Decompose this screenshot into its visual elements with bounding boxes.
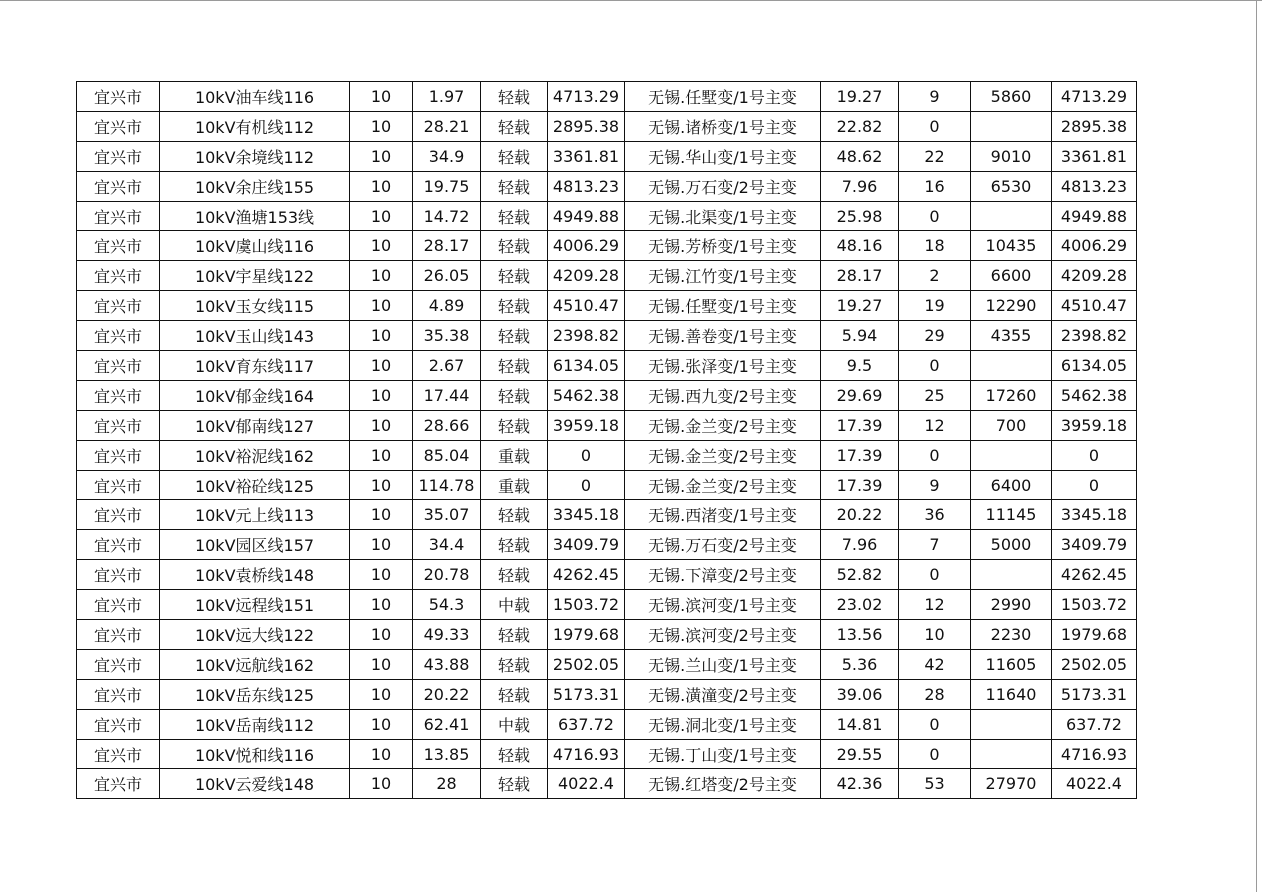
cell-substation-load: 29.55 (821, 739, 899, 769)
cell-capacity-margin: 1979.68 (548, 620, 625, 650)
table-row (77, 709, 1137, 739)
cell-substation-load: 5.94 (821, 321, 899, 351)
cell-load-rate: 14.72 (413, 201, 481, 231)
cell-available: 3409.79 (1052, 530, 1137, 560)
cell-substation: 无锡.滨河变/2号主变 (625, 620, 821, 650)
cell-load-status: 轻载 (481, 500, 548, 530)
cell-substation: 无锡.万石变/2号主变 (625, 530, 821, 560)
cell-available: 4209.28 (1052, 261, 1137, 291)
table-row (77, 500, 1137, 530)
table-row (77, 321, 1137, 351)
cell-load-status: 轻载 (481, 649, 548, 679)
cell-count: 0 (899, 560, 971, 590)
table-row (77, 82, 1137, 112)
cell-available: 637.72 (1052, 709, 1137, 739)
cell-capacity-margin: 3409.79 (548, 530, 625, 560)
cell-available: 4006.29 (1052, 231, 1137, 261)
cell-load-rate: 28 (413, 769, 481, 799)
cell-substation-load: 5.36 (821, 649, 899, 679)
cell-voltage: 10 (350, 111, 413, 141)
cell-substation: 无锡.红塔变/2号主变 (625, 769, 821, 799)
cell-load-status: 轻载 (481, 141, 548, 171)
cell-city: 宜兴市 (77, 380, 160, 410)
cell-available: 2895.38 (1052, 111, 1137, 141)
cell-capacity-margin: 4209.28 (548, 261, 625, 291)
cell-line-name: 10kV悦和线116 (160, 739, 350, 769)
cell-capacity (971, 440, 1052, 470)
cell-substation-load: 23.02 (821, 590, 899, 620)
table-row (77, 141, 1137, 171)
cell-voltage: 10 (350, 141, 413, 171)
cell-line-name: 10kV远航线162 (160, 649, 350, 679)
cell-line-name: 10kV元上线113 (160, 500, 350, 530)
cell-voltage: 10 (350, 500, 413, 530)
cell-load-status: 轻载 (481, 111, 548, 141)
cell-load-status: 轻载 (481, 769, 548, 799)
cell-voltage: 10 (350, 739, 413, 769)
cell-available: 4262.45 (1052, 560, 1137, 590)
cell-capacity: 11605 (971, 649, 1052, 679)
cell-line-name: 10kV裕砼线125 (160, 470, 350, 500)
cell-load-status: 重载 (481, 470, 548, 500)
cell-city: 宜兴市 (77, 560, 160, 590)
cell-line-name: 10kV余庄线155 (160, 171, 350, 201)
cell-capacity-margin: 3345.18 (548, 500, 625, 530)
table-body (77, 82, 1137, 799)
cell-available: 1979.68 (1052, 620, 1137, 650)
cell-substation-load: 7.96 (821, 171, 899, 201)
cell-count: 16 (899, 171, 971, 201)
cell-load-status: 轻载 (481, 261, 548, 291)
cell-city: 宜兴市 (77, 739, 160, 769)
cell-load-rate: 19.75 (413, 171, 481, 201)
cell-substation: 无锡.善卷变/1号主变 (625, 321, 821, 351)
cell-capacity (971, 201, 1052, 231)
cell-load-rate: 1.97 (413, 82, 481, 112)
cell-load-rate: 20.22 (413, 679, 481, 709)
cell-city: 宜兴市 (77, 769, 160, 799)
cell-capacity: 9010 (971, 141, 1052, 171)
cell-line-name: 10kV油车线116 (160, 82, 350, 112)
cell-city: 宜兴市 (77, 590, 160, 620)
cell-line-name: 10kV远程线151 (160, 590, 350, 620)
cell-line-name: 10kV玉女线115 (160, 291, 350, 321)
cell-voltage: 10 (350, 231, 413, 261)
cell-city: 宜兴市 (77, 201, 160, 231)
cell-substation: 无锡.江竹变/1号主变 (625, 261, 821, 291)
cell-capacity-margin: 0 (548, 470, 625, 500)
cell-load-rate: 17.44 (413, 380, 481, 410)
cell-capacity: 5000 (971, 530, 1052, 560)
cell-line-name: 10kV渔塘153线 (160, 201, 350, 231)
cell-substation: 无锡.洞北变/1号主变 (625, 709, 821, 739)
cell-capacity-margin: 4713.29 (548, 82, 625, 112)
cell-city: 宜兴市 (77, 231, 160, 261)
cell-voltage: 10 (350, 620, 413, 650)
cell-available: 3959.18 (1052, 410, 1137, 440)
cell-voltage: 10 (350, 470, 413, 500)
data-table (76, 81, 1137, 799)
cell-load-status: 轻载 (481, 410, 548, 440)
page-border-top (0, 0, 1262, 1)
cell-substation-load: 9.5 (821, 351, 899, 381)
cell-line-name: 10kV岳东线125 (160, 679, 350, 709)
cell-city: 宜兴市 (77, 709, 160, 739)
cell-city: 宜兴市 (77, 261, 160, 291)
cell-count: 28 (899, 679, 971, 709)
cell-count: 9 (899, 470, 971, 500)
cell-load-rate: 35.07 (413, 500, 481, 530)
cell-count: 18 (899, 231, 971, 261)
cell-substation: 无锡.诸桥变/1号主变 (625, 111, 821, 141)
cell-available: 4713.29 (1052, 82, 1137, 112)
cell-capacity: 10435 (971, 231, 1052, 261)
cell-line-name: 10kV宇星线122 (160, 261, 350, 291)
cell-voltage: 10 (350, 709, 413, 739)
cell-load-rate: 13.85 (413, 739, 481, 769)
cell-city: 宜兴市 (77, 82, 160, 112)
cell-count: 0 (899, 351, 971, 381)
cell-city: 宜兴市 (77, 111, 160, 141)
cell-count: 0 (899, 201, 971, 231)
cell-substation: 无锡.滨河变/1号主变 (625, 590, 821, 620)
cell-count: 36 (899, 500, 971, 530)
table-row (77, 620, 1137, 650)
table-row (77, 649, 1137, 679)
cell-available: 5462.38 (1052, 380, 1137, 410)
cell-count: 42 (899, 649, 971, 679)
cell-line-name: 10kV云爱线148 (160, 769, 350, 799)
cell-substation-load: 52.82 (821, 560, 899, 590)
cell-substation-load: 13.56 (821, 620, 899, 650)
cell-voltage: 10 (350, 679, 413, 709)
cell-available: 4716.93 (1052, 739, 1137, 769)
cell-count: 29 (899, 321, 971, 351)
cell-load-status: 轻载 (481, 380, 548, 410)
cell-load-status: 轻载 (481, 620, 548, 650)
cell-load-rate: 35.38 (413, 321, 481, 351)
cell-substation: 无锡.任墅变/1号主变 (625, 82, 821, 112)
cell-substation: 无锡.金兰变/2号主变 (625, 410, 821, 440)
cell-city: 宜兴市 (77, 291, 160, 321)
cell-substation-load: 39.06 (821, 679, 899, 709)
cell-voltage: 10 (350, 590, 413, 620)
cell-capacity-margin: 1503.72 (548, 590, 625, 620)
table-row (77, 380, 1137, 410)
cell-substation: 无锡.兰山变/1号主变 (625, 649, 821, 679)
cell-city: 宜兴市 (77, 321, 160, 351)
cell-available: 3345.18 (1052, 500, 1137, 530)
cell-capacity-margin: 3361.81 (548, 141, 625, 171)
cell-capacity (971, 739, 1052, 769)
cell-capacity-margin: 2398.82 (548, 321, 625, 351)
cell-capacity (971, 351, 1052, 381)
cell-load-rate: 34.9 (413, 141, 481, 171)
cell-available: 1503.72 (1052, 590, 1137, 620)
cell-capacity-margin: 637.72 (548, 709, 625, 739)
cell-line-name: 10kV裕泥线162 (160, 440, 350, 470)
cell-line-name: 10kV远大线122 (160, 620, 350, 650)
cell-available: 3361.81 (1052, 141, 1137, 171)
cell-city: 宜兴市 (77, 649, 160, 679)
cell-load-status: 轻载 (481, 171, 548, 201)
cell-count: 7 (899, 530, 971, 560)
cell-count: 0 (899, 709, 971, 739)
cell-capacity-margin: 4510.47 (548, 291, 625, 321)
cell-voltage: 10 (350, 380, 413, 410)
cell-substation: 无锡.西九变/2号主变 (625, 380, 821, 410)
cell-load-rate: 28.17 (413, 231, 481, 261)
cell-load-status: 轻载 (481, 201, 548, 231)
cell-load-status: 重载 (481, 440, 548, 470)
cell-load-status: 中载 (481, 709, 548, 739)
cell-city: 宜兴市 (77, 440, 160, 470)
cell-substation-load: 17.39 (821, 440, 899, 470)
cell-substation-load: 17.39 (821, 410, 899, 440)
cell-capacity: 27970 (971, 769, 1052, 799)
cell-line-name: 10kV有机线112 (160, 111, 350, 141)
page-border-right (1256, 0, 1257, 892)
cell-substation: 无锡.潢潼变/2号主变 (625, 679, 821, 709)
cell-capacity-margin: 4262.45 (548, 560, 625, 590)
cell-city: 宜兴市 (77, 620, 160, 650)
cell-capacity: 6600 (971, 261, 1052, 291)
cell-substation: 无锡.金兰变/2号主变 (625, 440, 821, 470)
cell-voltage: 10 (350, 201, 413, 231)
cell-capacity: 6530 (971, 171, 1052, 201)
cell-voltage: 10 (350, 560, 413, 590)
cell-load-rate: 2.67 (413, 351, 481, 381)
cell-city: 宜兴市 (77, 410, 160, 440)
cell-capacity-margin: 3959.18 (548, 410, 625, 440)
cell-capacity-margin: 5173.31 (548, 679, 625, 709)
cell-count: 25 (899, 380, 971, 410)
cell-line-name: 10kV玉山线143 (160, 321, 350, 351)
cell-capacity: 6400 (971, 470, 1052, 500)
cell-capacity-margin: 4006.29 (548, 231, 625, 261)
cell-available: 5173.31 (1052, 679, 1137, 709)
cell-capacity-margin: 0 (548, 440, 625, 470)
cell-substation: 无锡.丁山变/1号主变 (625, 739, 821, 769)
cell-substation: 无锡.下漳变/2号主变 (625, 560, 821, 590)
cell-substation-load: 28.17 (821, 261, 899, 291)
cell-load-rate: 43.88 (413, 649, 481, 679)
cell-voltage: 10 (350, 351, 413, 381)
cell-capacity (971, 111, 1052, 141)
cell-city: 宜兴市 (77, 141, 160, 171)
table-row (77, 351, 1137, 381)
cell-substation-load: 20.22 (821, 500, 899, 530)
cell-voltage: 10 (350, 440, 413, 470)
cell-substation: 无锡.万石变/2号主变 (625, 171, 821, 201)
table-row (77, 679, 1137, 709)
table-row (77, 590, 1137, 620)
table-row (77, 291, 1137, 321)
cell-line-name: 10kV虞山线116 (160, 231, 350, 261)
cell-load-status: 轻载 (481, 231, 548, 261)
cell-substation-load: 14.81 (821, 709, 899, 739)
cell-voltage: 10 (350, 291, 413, 321)
cell-voltage: 10 (350, 321, 413, 351)
cell-line-name: 10kV余境线112 (160, 141, 350, 171)
cell-capacity-margin: 2895.38 (548, 111, 625, 141)
cell-city: 宜兴市 (77, 679, 160, 709)
cell-count: 19 (899, 291, 971, 321)
cell-substation-load: 19.27 (821, 291, 899, 321)
cell-available: 0 (1052, 440, 1137, 470)
cell-voltage: 10 (350, 82, 413, 112)
cell-substation-load: 22.82 (821, 111, 899, 141)
cell-substation-load: 19.27 (821, 82, 899, 112)
table-row (77, 530, 1137, 560)
table-row (77, 231, 1137, 261)
cell-available: 2502.05 (1052, 649, 1137, 679)
cell-load-rate: 54.3 (413, 590, 481, 620)
cell-available: 4813.23 (1052, 171, 1137, 201)
cell-load-rate: 26.05 (413, 261, 481, 291)
cell-capacity-margin: 4716.93 (548, 739, 625, 769)
cell-count: 0 (899, 440, 971, 470)
cell-load-status: 轻载 (481, 82, 548, 112)
cell-city: 宜兴市 (77, 171, 160, 201)
cell-capacity: 4355 (971, 321, 1052, 351)
table-row (77, 560, 1137, 590)
table-row (77, 739, 1137, 769)
cell-count: 22 (899, 141, 971, 171)
cell-substation: 无锡.金兰变/2号主变 (625, 470, 821, 500)
cell-available: 4510.47 (1052, 291, 1137, 321)
cell-count: 2 (899, 261, 971, 291)
cell-load-rate: 28.66 (413, 410, 481, 440)
table-row (77, 769, 1137, 799)
table-row (77, 111, 1137, 141)
cell-line-name: 10kV岳南线112 (160, 709, 350, 739)
cell-line-name: 10kV育东线117 (160, 351, 350, 381)
cell-load-rate: 49.33 (413, 620, 481, 650)
cell-city: 宜兴市 (77, 530, 160, 560)
cell-voltage: 10 (350, 410, 413, 440)
cell-count: 53 (899, 769, 971, 799)
cell-count: 10 (899, 620, 971, 650)
cell-available: 2398.82 (1052, 321, 1137, 351)
cell-count: 0 (899, 111, 971, 141)
cell-line-name: 10kV郁南线127 (160, 410, 350, 440)
cell-load-rate: 28.21 (413, 111, 481, 141)
table-row (77, 440, 1137, 470)
cell-voltage: 10 (350, 261, 413, 291)
cell-line-name: 10kV袁桥线148 (160, 560, 350, 590)
cell-city: 宜兴市 (77, 351, 160, 381)
cell-capacity: 700 (971, 410, 1052, 440)
cell-substation-load: 17.39 (821, 470, 899, 500)
cell-capacity-margin: 4813.23 (548, 171, 625, 201)
cell-line-name: 10kV郁金线164 (160, 380, 350, 410)
table-row (77, 201, 1137, 231)
cell-substation-load: 25.98 (821, 201, 899, 231)
cell-count: 12 (899, 410, 971, 440)
cell-voltage: 10 (350, 171, 413, 201)
cell-capacity: 12290 (971, 291, 1052, 321)
cell-load-status: 轻载 (481, 530, 548, 560)
cell-count: 9 (899, 82, 971, 112)
cell-count: 0 (899, 739, 971, 769)
cell-count: 12 (899, 590, 971, 620)
cell-load-rate: 4.89 (413, 291, 481, 321)
cell-substation: 无锡.西渚变/1号主变 (625, 500, 821, 530)
cell-load-status: 轻载 (481, 679, 548, 709)
cell-load-status: 轻载 (481, 351, 548, 381)
cell-capacity (971, 709, 1052, 739)
cell-capacity: 11640 (971, 679, 1052, 709)
cell-substation: 无锡.华山变/1号主变 (625, 141, 821, 171)
table-row (77, 171, 1137, 201)
cell-city: 宜兴市 (77, 470, 160, 500)
cell-substation-load: 48.16 (821, 231, 899, 261)
cell-voltage: 10 (350, 530, 413, 560)
cell-voltage: 10 (350, 649, 413, 679)
cell-capacity: 17260 (971, 380, 1052, 410)
cell-available: 4949.88 (1052, 201, 1137, 231)
cell-load-rate: 20.78 (413, 560, 481, 590)
cell-load-status: 轻载 (481, 560, 548, 590)
cell-capacity-margin: 4949.88 (548, 201, 625, 231)
cell-substation: 无锡.张泽变/1号主变 (625, 351, 821, 381)
cell-capacity-margin: 6134.05 (548, 351, 625, 381)
cell-capacity: 2230 (971, 620, 1052, 650)
table-row (77, 470, 1137, 500)
cell-load-status: 轻载 (481, 739, 548, 769)
cell-capacity (971, 560, 1052, 590)
cell-load-rate: 62.41 (413, 709, 481, 739)
cell-available: 6134.05 (1052, 351, 1137, 381)
cell-capacity-margin: 2502.05 (548, 649, 625, 679)
cell-capacity: 2990 (971, 590, 1052, 620)
cell-substation: 无锡.任墅变/1号主变 (625, 291, 821, 321)
cell-city: 宜兴市 (77, 500, 160, 530)
cell-substation-load: 48.62 (821, 141, 899, 171)
table-row (77, 410, 1137, 440)
cell-line-name: 10kV园区线157 (160, 530, 350, 560)
cell-substation-load: 29.69 (821, 380, 899, 410)
cell-substation: 无锡.北渠变/1号主变 (625, 201, 821, 231)
cell-load-rate: 34.4 (413, 530, 481, 560)
table-row (77, 261, 1137, 291)
cell-load-status: 中载 (481, 590, 548, 620)
cell-capacity-margin: 5462.38 (548, 380, 625, 410)
cell-load-rate: 85.04 (413, 440, 481, 470)
cell-available: 4022.4 (1052, 769, 1137, 799)
cell-load-status: 轻载 (481, 321, 548, 351)
cell-capacity-margin: 4022.4 (548, 769, 625, 799)
cell-capacity: 11145 (971, 500, 1052, 530)
cell-substation-load: 42.36 (821, 769, 899, 799)
cell-load-rate: 114.78 (413, 470, 481, 500)
cell-substation-load: 7.96 (821, 530, 899, 560)
cell-voltage: 10 (350, 769, 413, 799)
cell-available: 0 (1052, 470, 1137, 500)
cell-capacity: 5860 (971, 82, 1052, 112)
cell-substation: 无锡.芳桥变/1号主变 (625, 231, 821, 261)
cell-load-status: 轻载 (481, 291, 548, 321)
